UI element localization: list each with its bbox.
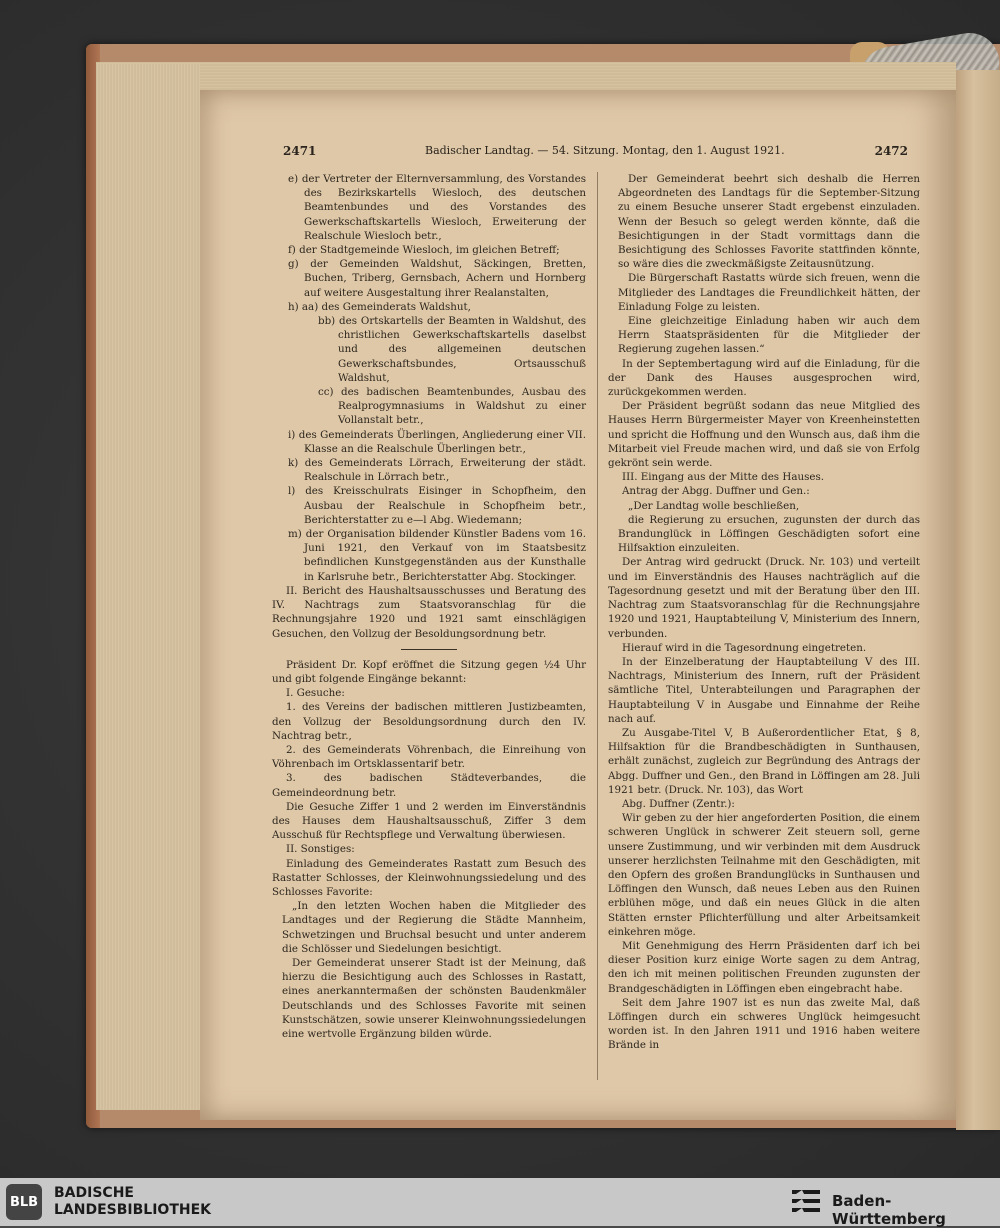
- paragraph: g) der Gemeinden Waldshut, Säckingen, Bretten, Buchen, Triberg, Gernsbach, Achern und Hornberg auf weitere Ausgestaltung ihrer Realanstalten,: [288, 258, 586, 299]
- paragraph: Die Gesuche Ziffer 1 und 2 werden im Einverständnis des Hauses dem Haushaltsausschuß, Ziffer 3 dem Ausschuß für Rechtspflege und Verwaltung überwiesen.: [272, 800, 586, 842]
- header-title: Badischer Landtag. — 54. Sitzung. Montag, den 1. August 1921.: [425, 144, 785, 157]
- paragraph: Hierauf wird in die Tagesordnung eingetreten.: [622, 641, 867, 654]
- right-text-column: [608, 172, 920, 1053]
- blb-line-2: LANDESBIBLIOTHEK: [54, 1202, 212, 1218]
- paragraph: In der Septembertagung wird auf die Einladung, für die der Dank des Hauses ausgesprochen wird, zurückgekommen werden.: [608, 357, 920, 399]
- paragraph: Abg. Duffner (Zentr.):: [622, 797, 735, 810]
- paragraph: II. Sonstiges:: [286, 843, 355, 856]
- paragraph: III. Eingang aus der Mitte des Hauses.: [622, 471, 825, 484]
- footer-bar: [0, 1178, 1000, 1226]
- paragraph: Einladung des Gemeinderates Rastatt zum Besuch des Rastatter Schlosses, der Kleinwohnungssiedelung und des Schlosses Favorite:: [272, 857, 586, 898]
- page-stack-top: [96, 62, 956, 92]
- paragraph: Der Präsident begrüßt sodann das neue Mitglied des Hauses Herrn Bürgermeister Mayer von Kreenheinstetten und spricht die Hoffnung und den Wunsch aus, daß ihm die Mitarbeit viel Freude machen wird, und daß sie von Erfolg gekrönt sein werde.: [608, 400, 920, 470]
- paragraph: In der Einzelberatung der Hauptabteilung V des III. Nachtrags, Ministerium des Innern, ruft der Präsident sämtliche Titel, Unterabteilungen und Paragraphen der Hauptabteilung V in Ausgabe und Einnahme der Reihe nach auf.: [608, 655, 920, 725]
- paragraph: Seit dem Jahre 1907 ist es nun das zweite Mal, daß Löffingen durch ein schweres Unglück heimgesucht worden ist. In den Jahren 1911 und 1916 haben weitere Brände in: [608, 996, 920, 1052]
- paragraph: 3. des badischen Städteverbandes, die Gemeindeordnung betr.: [272, 772, 586, 799]
- page-stack-left: [96, 64, 200, 1110]
- paragraph: 1. des Vereins der badischen mittleren Justizbeamten, den Vollzug der Besoldungsordnung durch den IV. Nachtrag betr.,: [272, 701, 586, 742]
- bw-wordmark[interactable]: Baden-Württemberg: [832, 1192, 946, 1228]
- paragraph: bb) des Ortskartells der Beamten in Waldshut, des christlichen Gewerkschaftskartells daselbst und des allgemeinen deutschen Gewerkschaftsbundes, Ortsausschuß Waldshut,: [318, 315, 586, 384]
- column-divider: [597, 172, 598, 1080]
- paragraph: f) der Stadtgemeinde Wiesloch, im gleichen Betreff;: [288, 244, 560, 257]
- paragraph: Präsident Dr. Kopf eröffnet die Sitzung gegen ½4 Uhr und gibt folgende Eingänge bekannt:: [272, 658, 586, 685]
- paragraph: Eine gleichzeitige Einladung haben wir auch dem Herrn Staatspräsidenten für die Mitglieder der Regierung zugehen lassen.“: [618, 315, 920, 356]
- section-rule: [401, 649, 457, 650]
- blb-line-1: BADISCHE: [54, 1185, 134, 1201]
- paragraph: cc) des badischen Beamtenbundes, Ausbau des Realprogymnasiums in Waldshut zu einer Vollanstalt betr.,: [318, 386, 586, 427]
- paragraph: 2. des Gemeinderats Vöhrenbach, die Einreihung von Vöhrenbach im Ortsklassentarif betr.: [272, 743, 586, 771]
- bw-lions-emblem-icon: [790, 1186, 822, 1218]
- paragraph: Antrag der Abgg. Duffner und Gen.:: [622, 485, 810, 498]
- paragraph: m) der Organisation bildender Künstler Badens vom 16. Juni 1921, den Verkauf von im Staatsbesitz befindlichen Kunstgegenständen aus der Kunsthalle in Karlsruhe betr., Berichterstatter Abg. Stockinger.: [288, 528, 586, 583]
- paragraph: e) der Vertreter der Elternversammlung, des Vorstandes des Bezirkskartells Wiesloch, des deutschen Beamtenbundes und des Vorstandes des Gewerkschaftskartells Wiesloch, Erweiterung der Realschule Wiesloch betr.,: [288, 173, 586, 242]
- paragraph: die Regierung zu ersuchen, zugunsten der durch das Brandunglück in Löffingen Geschädigten sofort eine Hilfsaktion einzuleiten.: [618, 513, 920, 555]
- paragraph: Der Gemeinderat beehrt sich deshalb die Herren Abgeordneten des Landtags für die September-Sitzung zu einem Besuche unserer Stadt ergebenst einzuladen. Wenn der Besuch so gelegt werden könnte, daß die Besichtigungen in der Stadt vormittags dann die Besichtigung des Schlosses Favorite stattfinden könnte, so wäre dies die zweckmäßigste Zeitausnützung.: [618, 173, 920, 271]
- page-number-left: 2471: [283, 144, 317, 158]
- blb-wordmark[interactable]: [54, 1185, 211, 1219]
- paragraph: Zu Ausgabe-Titel V, B Außerordentlicher Etat, § 8, Hilfsaktion für die Brandbeschädigten in Sunthausen, erhält zunächst, zugleich zur Begründung des Antrags der Abgg. Duffner und Gen., den Brand in Löffingen am 28. Juli 1921 betr. (Druck. Nr. 103), das Wort: [608, 726, 920, 796]
- page-number-right: 2472: [874, 144, 908, 158]
- paragraph: II. Bericht des Haushaltsausschusses und Beratung des IV. Nachtrags zum Staatsvoranschlag für die Rechnungsjahre 1920 und 1921 samt einschlägigen Gesuchen, den Vollzug der Besoldungsordnung betr.: [272, 584, 586, 640]
- paragraph: k) des Gemeinderats Lörrach, Erweiterung der städt. Realschule in Lörrach betr.,: [288, 457, 586, 484]
- paragraph: h) aa) des Gemeinderats Waldshut,: [288, 300, 471, 313]
- running-header: [283, 144, 908, 162]
- paragraph: Wir geben zu der hier angeforderten Position, die einem schweren Unglück in schwerer Zeit steuern soll, gerne unsere Zustimmung, und wir verbinden mit dem Ausdruck unserer herzlichsten Teilnahme mit den Geschädigten, mit den Opfern des großen Brandunglücks in Sunthausen und Löffingen den Wunsch, daß neues Leben aus den Ruinen erblühen möge, und daß ein neues Glück in die alten Stätten ernster Pflichterfüllung und alter Arbeitsamkeit einkehren möge.: [608, 812, 920, 938]
- paragraph: Die Bürgerschaft Rastatts würde sich freuen, wenn die Mitglieder des Landtages die Freundlichkeit hätten, der Einladung Folge zu leisten.: [618, 272, 920, 313]
- paragraph: i) des Gemeinderats Überlingen, Angliederung einer VII. Klasse an die Realschule Überlingen betr.,: [288, 428, 586, 455]
- paragraph: Mit Genehmigung des Herrn Präsidenten darf ich bei dieser Position kurz einige Worte sagen zu dem Antrag, den ich mit meinen politischen Freunden zugunsten der Brandgeschädigten in Löffingen eben eingebracht habe.: [608, 939, 920, 995]
- paragraph: „In den letzten Wochen haben die Mitglieder des Landtages und der Regierung die Städte Mannheim, Schwetzingen und Bruchsal besucht und unter anderem die Schlösser und Siedelungen besichtigt.: [282, 900, 586, 955]
- paragraph: I. Gesuche:: [286, 687, 345, 700]
- left-text-column: [272, 172, 586, 1041]
- paragraph: l) des Kreisschulrats Eisinger in Schopfheim, den Ausbau der Realschule in Schopfheim betr., Berichterstatter zu e—l Abg. Wiedemann;: [288, 485, 586, 526]
- blb-logo[interactable]: BLB: [6, 1184, 42, 1220]
- facing-page-edge: [956, 70, 1000, 1130]
- paragraph: Der Antrag wird gedruckt (Druck. Nr. 103) und verteilt und im Einverständnis des Hauses nachträglich auf die Tagesordnung gesetzt und mit der Beratung über den III. Nachtrag zum Staatsvoranschlag für die Rechnungsjahre 1920 und 1921, Hauptabteilung V, Ministerium des Innern, verbunden.: [608, 556, 920, 640]
- paragraph: Der Gemeinderat unserer Stadt ist der Meinung, daß hierzu die Besichtigung auch des Schlosses in Rastatt, eines anerkanntermaßen der schönsten Baudenkmäler Deutschlands und des Schlosses Favorite mit seinen Kunstschätzen, sowie unserer Kleinwohnungssiedelungen eine wertvolle Ergänzung bilden würde.: [282, 956, 586, 1040]
- paragraph: „Der Landtag wolle beschließen,: [628, 499, 800, 512]
